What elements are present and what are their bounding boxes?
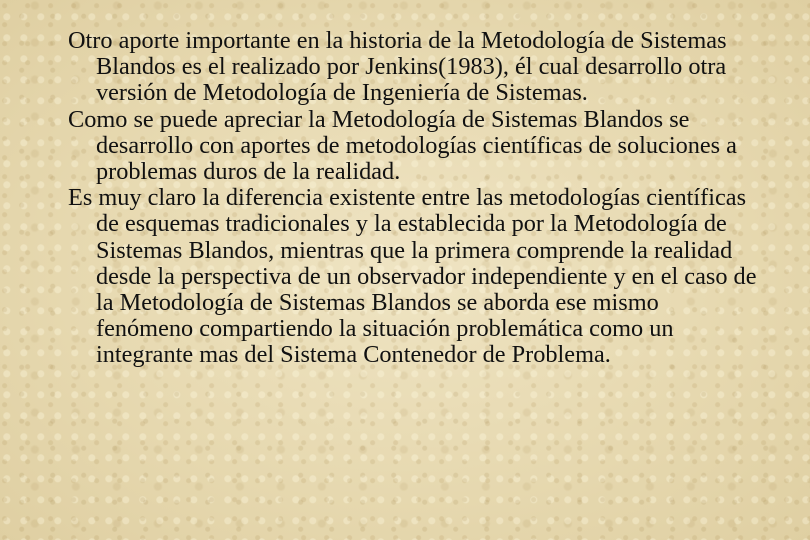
paragraph-development: Como se puede apreciar la Metodología de Sistemas Blandos se desarrollo con aportes de metodologías científicas de soluciones a problemas duros de la realidad. bbox=[68, 105, 737, 186]
slide-text-body bbox=[68, 28, 758, 369]
paragraph-comparison: Es muy claro la diferencia existente entre las metodologías científicas de esquemas tradicionales y la establecida por la Metodología de Sistemas Blandos, mientras que la primera comprende la realidad desde la perspectiva de un observador independiente y en el caso de la Metodología de Sistemas Blandos se aborda ese mismo fenómeno compartiendo la situación problemática como un integrante mas del Sistema Contenedor de Problema. bbox=[68, 184, 757, 369]
paragraph-jenkins: Otro aporte importante en la historia de la Metodología de Sistemas Blandos es el realizado por Jenkins(1983), él cual desarrollo otra versión de Metodología de Ingeniería de Sistemas. bbox=[68, 27, 727, 107]
